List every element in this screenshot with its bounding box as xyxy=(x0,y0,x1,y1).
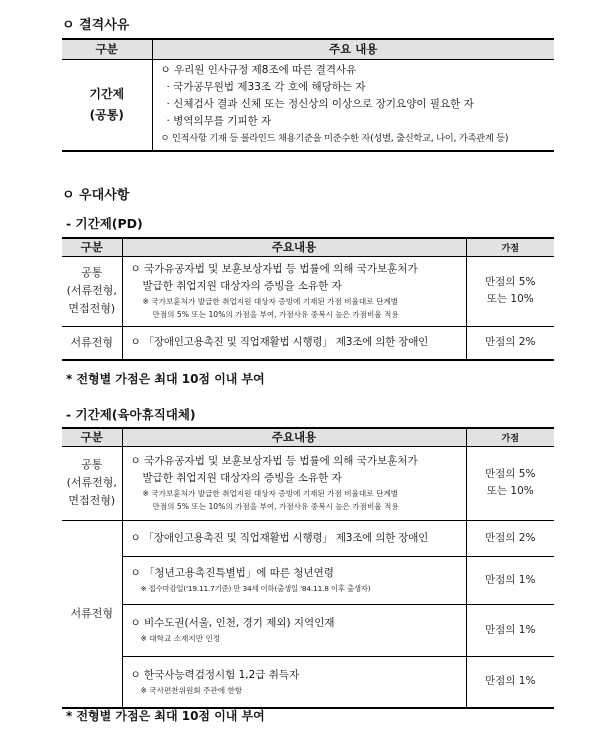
content-line: 발급한 취업지원 대상자의 증빙을 소유한 자 xyxy=(142,280,342,292)
category-line: 면접전형) xyxy=(68,494,116,507)
header-points: 가점 xyxy=(466,238,554,256)
section-title-disqualification: ㅇ 결격사유 xyxy=(62,18,130,33)
category-line: (서류전형, xyxy=(66,476,117,489)
content-line: ㅇ 「장애인고용촉진 및 직업재활법 시행령」 제3조에 의한 장애인 xyxy=(130,531,429,544)
points-line: 또는 10% xyxy=(486,293,534,305)
content-line: ㅇ 국가유공자법 및 보훈보상자법 등 법률에 의해 국가보훈처가 xyxy=(130,455,418,467)
points-line: 만점의 2% xyxy=(485,336,536,349)
points-line: 만점의 1% xyxy=(485,623,536,636)
category-line: 공통 xyxy=(81,266,103,279)
subsection-title-childcare: - 기간제(육아휴직대체) xyxy=(66,407,196,422)
category-line: 공통 xyxy=(81,458,103,471)
content-line: ㅇ 「청년고용촉진특별법」에 따른 청년연령 xyxy=(130,567,334,579)
category-cell xyxy=(62,446,122,520)
content-line: · 신체검사 결과 신체 또는 정신상의 이상으로 장기요양이 필요한 자 xyxy=(166,98,474,111)
header-category: 구분 xyxy=(62,238,122,256)
content-line: 발급한 취업지원 대상자의 증빙을 소유한 자 xyxy=(142,472,342,484)
points-cell xyxy=(466,604,554,656)
content-cell xyxy=(122,656,466,708)
note-line: 만점의 5% 또는 10%의 가점을 부여, 가점사유 중복시 높은 가점비율 적용 xyxy=(152,310,399,319)
header-category: 구분 xyxy=(62,39,152,59)
childcare-preference-table xyxy=(62,427,554,709)
category-cell xyxy=(62,520,122,708)
category-line: 기간제 xyxy=(89,86,125,101)
subsection-title-pd: - 기간제(PD) xyxy=(66,216,143,231)
category-line: 면접전형) xyxy=(68,302,116,315)
category-line: (서류전형, xyxy=(66,284,117,297)
note-line: ※ 대학교 소재지만 인정 xyxy=(140,634,221,643)
points-line: 만점의 1% xyxy=(485,675,536,688)
content-cell xyxy=(122,446,466,520)
note-line: ※ 접수마감일('19.11.7기준) 만 34세 이하(출생일 '84.11.8 이후 출생자) xyxy=(140,584,371,593)
disqualification-table xyxy=(62,38,554,152)
content-line: ㅇ 비수도권(서울, 인천, 경기 제외) 지역인재 xyxy=(130,617,335,629)
pd-preference-table xyxy=(62,237,554,361)
category-line: (공통) xyxy=(89,107,124,122)
points-cell xyxy=(466,326,554,360)
content-line: ㅇ 우리원 인사규정 제8조에 따른 결격사유 xyxy=(160,64,357,77)
header-points: 가점 xyxy=(466,428,554,446)
note-line: ※ 국가보훈처가 발급한 취업지원 대상자 증빙에 기재된 가점 비율대로 단계별 xyxy=(142,297,398,306)
section-title-preference: ㅇ 우대사항 xyxy=(62,188,130,203)
points-cell xyxy=(466,656,554,708)
note-line: ※ 국사편찬위원회 주관에 한함 xyxy=(140,685,243,695)
points-line: 만점의 5% xyxy=(485,468,536,480)
childcare-footnote: * 전형별 가점은 최대 10점 이내 부여 xyxy=(66,709,265,723)
header-category: 구분 xyxy=(62,428,122,446)
content-cell xyxy=(122,604,466,656)
content-cell xyxy=(122,556,466,604)
points-line: 만점의 2% xyxy=(485,531,536,544)
header-content: 주요내용 xyxy=(122,238,466,256)
category-cell xyxy=(62,59,152,151)
points-cell xyxy=(466,256,554,326)
content-cell xyxy=(122,256,466,326)
points-line: 만점의 1% xyxy=(485,573,536,586)
points-cell xyxy=(466,446,554,520)
content-line: · 국가공무원법 제33조 각 호에 해당하는 자 xyxy=(166,81,366,94)
note-line: 만점의 5% 또는 10%의 가점을 부여, 가점사유 중복시 높은 가점비율 적용 xyxy=(152,502,399,511)
header-content: 주요 내용 xyxy=(152,39,554,59)
category-cell xyxy=(62,256,122,326)
content-cell xyxy=(152,59,554,151)
content-line: · 병역의무를 기피한 자 xyxy=(166,115,272,128)
content-line: ㅇ 한국사능력검정시험 1,2급 취득자 xyxy=(130,668,300,681)
category-line: 서류전형 xyxy=(70,335,113,349)
points-line: 또는 10% xyxy=(486,485,534,497)
content-line: ㅇ 국가유공자법 및 보훈보상자법 등 법률에 의해 국가보훈처가 xyxy=(130,263,418,275)
content-cell xyxy=(122,326,466,360)
content-cell xyxy=(122,520,466,556)
category-line: 서류전형 xyxy=(70,606,113,620)
content-line: ㅇ 「장애인고용촉진 및 직업재활법 시행령」 제3조에 의한 장애인 xyxy=(130,336,429,349)
note-line: ※ 국가보훈처가 발급한 취업지원 대상자 증빙에 기재된 가점 비율대로 단계별 xyxy=(142,489,398,498)
category-cell xyxy=(62,326,122,360)
points-cell xyxy=(466,520,554,556)
points-cell xyxy=(466,556,554,604)
pd-footnote: * 전형별 가점은 최대 10점 이내 부여 xyxy=(66,372,265,386)
content-line: ㅇ 인적사항 기재 등 블라인드 채용기준을 미준수한 자(성별, 출신학교, 나이, 가족관계 등) xyxy=(160,133,509,145)
points-line: 만점의 5% xyxy=(485,276,536,288)
header-content: 주요내용 xyxy=(122,428,466,446)
